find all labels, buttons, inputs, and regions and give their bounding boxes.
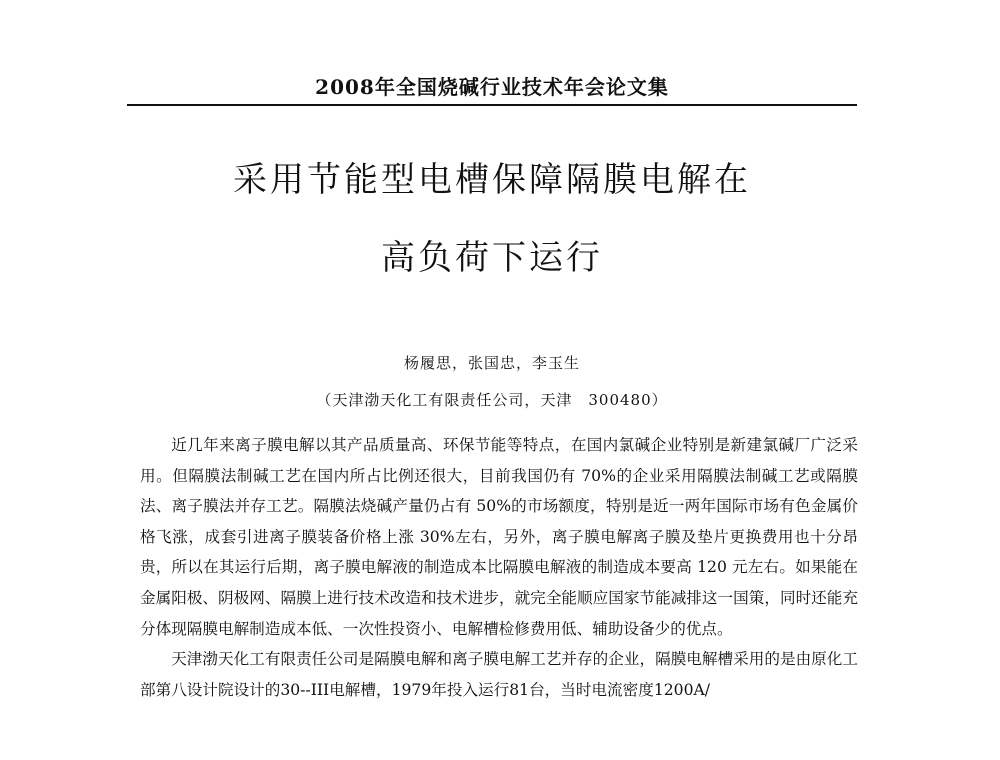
body-text [140, 430, 858, 705]
body-paragraph-1: 近几年来离子膜电解以其产品质量高、环保节能等特点，在国内氯碱企业特别是新建氯碱厂广泛采用。但隔膜法制碱工艺在国内所占比例还很大，目前我国仍有 70%的企业采用隔膜法制碱工艺或隔膜法、离子膜法并存工艺。隔膜法烧碱产量仍占有 50%的市场额度，特别是近一两年国际市场有色金属价格飞涨，成套引进离子膜装备价格上涨 30%左右，另外，离子膜电解离子膜及垫片更换费用也十分昂贵，所以在其运行后期，离子膜电解液的制造成本比隔膜电解液的制造成本要高 120 元左右。如果能在金属阳极、阴极网、隔膜上进行技术改造和技术进步，就完全能顺应国家节能减排这一国策，同时还能充分体现隔膜电解制造成本低、一次性投资小、电解槽检修费用低、辅助设备少的优点。 [140, 436, 858, 638]
running-header: 2008年全国烧碱行业技术年会论文集 [315, 75, 669, 99]
paper-title-line-2: 高负荷下运行 [381, 238, 603, 278]
paper-title-line-1: 采用节能型电槽保障隔膜电解在 [233, 160, 751, 200]
body-paragraph-2: 天津渤天化工有限责任公司是隔膜电解和离子膜电解工艺并存的企业，隔膜电解槽采用的是由原化工部第八设计院设计的30--III电解槽，1979年投入运行81台，当时电流密度1200A/ [140, 650, 858, 699]
authors: 杨履思，张国忠，李玉生 [403, 354, 580, 372]
header-rule [127, 104, 857, 106]
affiliation: （天津渤天化工有限责任公司，天津 300480） [316, 391, 668, 409]
